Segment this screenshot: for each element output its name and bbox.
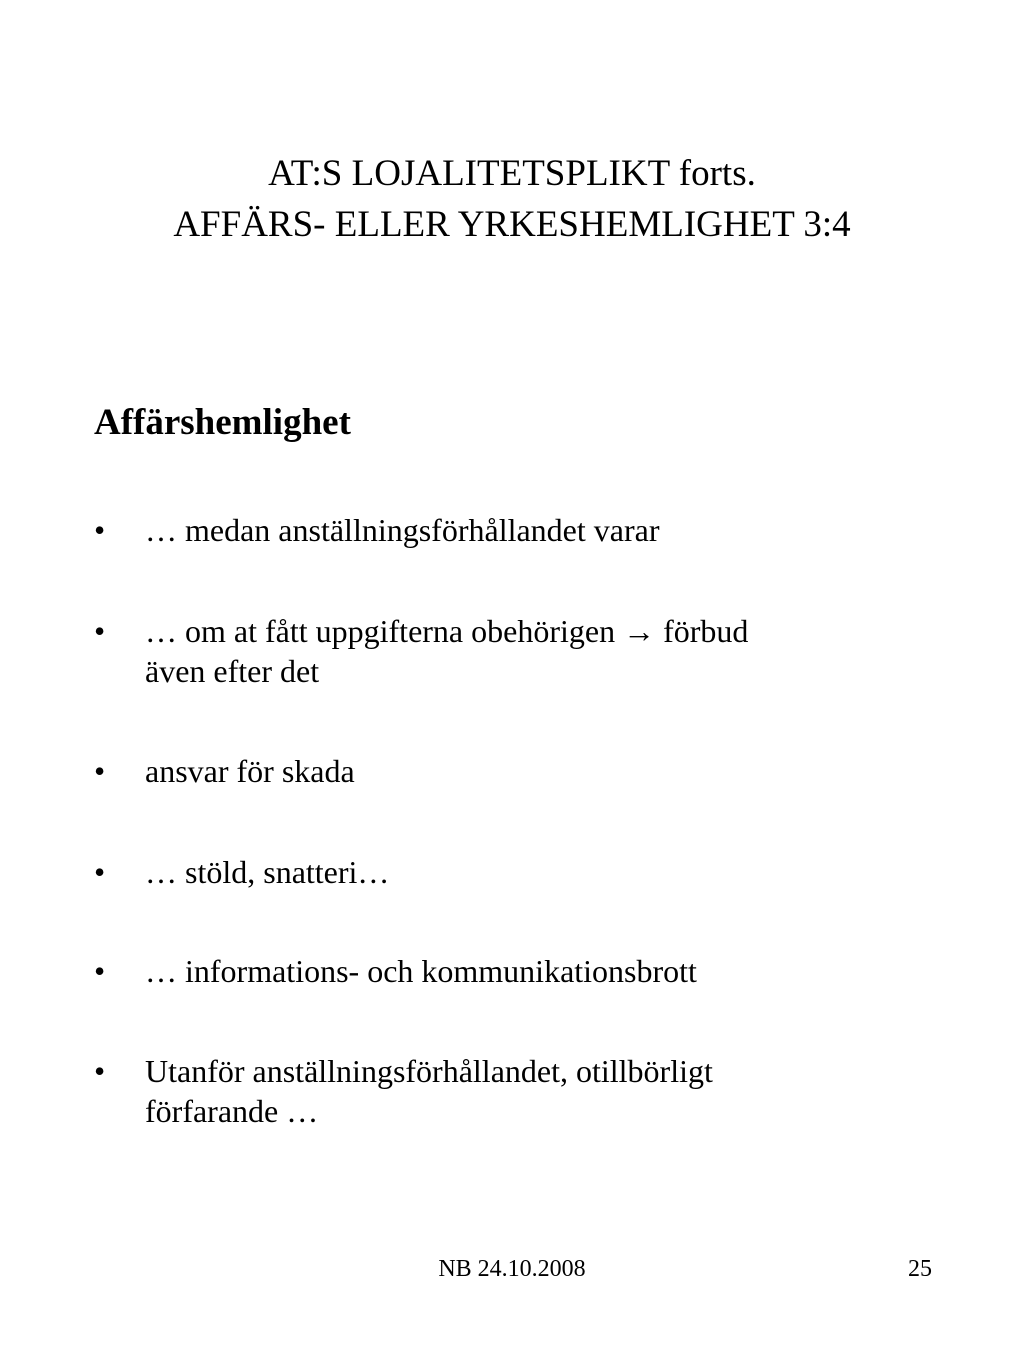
bullet-text: [145, 510, 905, 550]
bullet-text-line: förfarande …: [145, 1093, 319, 1129]
bullet-text: [145, 852, 905, 892]
bullet-text-line: … informations- och kommunikationsbrott: [145, 953, 697, 989]
bullet-text-line: … om at fått uppgifterna obehörigen → förbud: [145, 613, 749, 649]
footer-date: NB 24.10.2008: [438, 1256, 586, 1282]
bullet-marker: •: [94, 1053, 106, 1089]
slide-title-line-2: AFFÄRS- ELLER YRKESHEMLIGHET 3:4: [173, 204, 851, 245]
section-heading: Affärshemlighet: [94, 402, 351, 443]
bullet-marker: •: [94, 854, 106, 890]
slide-title-line-1: AT:S LOJALITETSPLIKT forts.: [268, 153, 756, 194]
bullet-text-line: även efter det: [145, 653, 320, 689]
bullet-text: [145, 1051, 905, 1131]
bullet-text: [145, 611, 905, 691]
bullet-text: [145, 951, 905, 991]
bullet-marker: •: [94, 953, 106, 989]
bullet-marker: •: [94, 613, 106, 649]
bullet-text-line: … medan anställningsförhållandet varar: [145, 512, 660, 548]
bullet-marker: •: [94, 753, 106, 789]
bullet-marker: •: [94, 512, 106, 548]
bullet-text-line: Utanför anställningsförhållandet, otillbörligt: [145, 1053, 713, 1089]
slide-number: 25: [908, 1256, 932, 1282]
bullet-text: [145, 751, 905, 791]
bullet-text-line: ansvar för skada: [145, 753, 355, 789]
bullet-text-line: … stöld, snatteri…: [145, 854, 390, 890]
